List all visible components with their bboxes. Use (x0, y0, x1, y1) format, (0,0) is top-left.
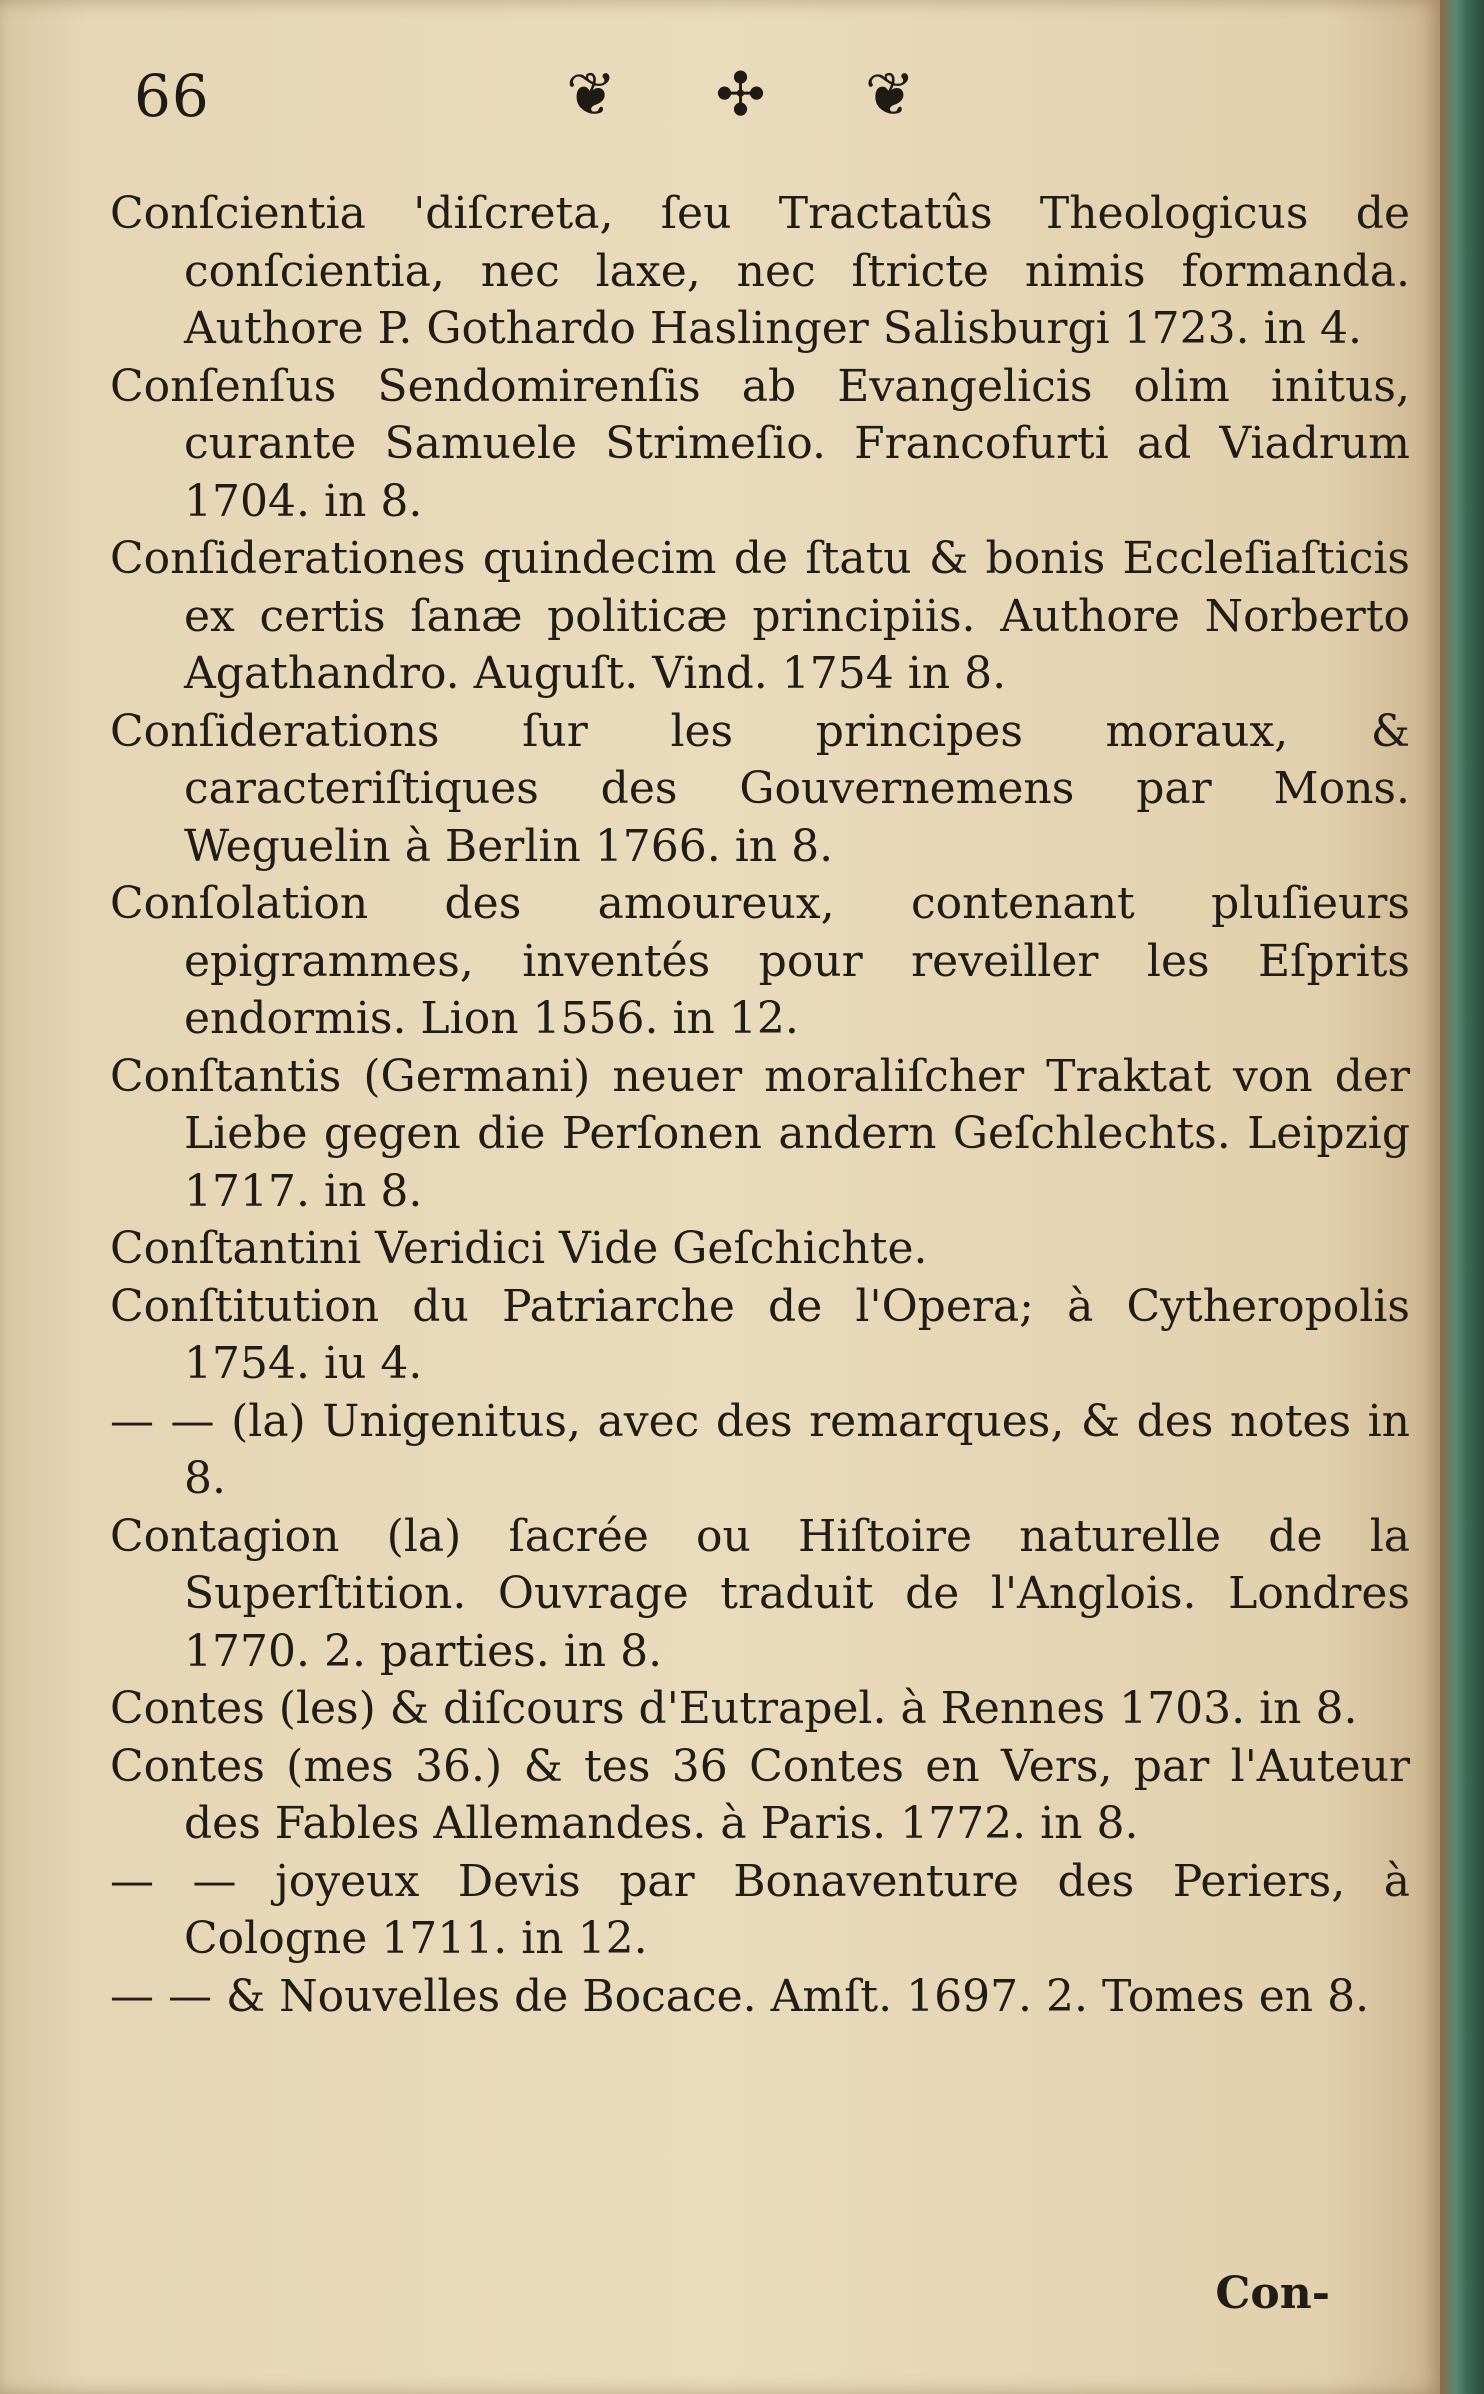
catalog-entry: Conſtantini Veridici Vide Geſchichte. (110, 1223, 928, 1274)
catalog-entry: Contes (les) & diſcours d'Eutrapel. à Rennes 1703. in 8. (110, 1683, 1358, 1734)
page-edge (1440, 0, 1484, 2394)
catalog-entry: Conſiderations ſur les principes moraux, & caracteriſtiques des Gouvernemens par Mons. Weguelin à Berlin 1766. in 8. (110, 705, 1410, 872)
catalog-entry: — — & Nouvelles de Bocace. Amſt. 1697. 2. Tomes en 8. (110, 1970, 1370, 2022)
catalog-entry: — — joyeux Devis par Bonaventure des Periers, à Cologne 1711. in 12. (110, 1855, 1410, 1964)
page-header (0, 52, 1440, 142)
catalog-entry: Conſcientia 'diſcreta, ſeu Tractatûs Theologicus de conſcientia, nec laxe, nec ſtricte nimis formanda. Authore P. Gothardo Haslinger Salisburgi 1723. in 4. (110, 188, 1410, 354)
header-ornament-icon: ❦ ✣ ❦ (566, 60, 955, 130)
catalog-entry: Conſiderationes quindecim de ſtatu & bonis Eccleſiaſticis ex certis ſanæ politicæ principiis. Authore Norberto Agathandro. Auguſt. Vind. 1754 in 8. (110, 533, 1410, 699)
catalog-entry: — — (la) Unigenitus, avec des remarques, & des notes in 8. (110, 1395, 1410, 1504)
catalog-entry: Conſolation des amoureux, contenant pluſieurs epigrammes, inventés pour reveiller les Eſprits endormis. Lion 1556. in 12. (110, 878, 1410, 1044)
catalog-entry: Conſtitution du Patriarche de l'Opera; à Cytheropolis 1754. iu 4. (110, 1280, 1410, 1389)
catalog-entry: Conſenſus Sendomirenſis ab Evangelicis olim initus, curante Samuele Strimeſio. Francofurti ad Viadrum 1704. in 8. (110, 360, 1410, 527)
catchword: Con- (1215, 2268, 1330, 2319)
page-number: 66 (134, 62, 210, 130)
catalog-entry: Conſtantis (Germani) neuer moraliſcher Traktat von der Liebe gegen die Perſonen andern Geſchlechts. Leipzig 1717. in 8. (110, 1050, 1410, 1217)
catalog-entry: Contagion (la) ſacrée ou Hiſtoire naturelle de la Superſtition. Ouvrage traduit de l'Anglois. Londres 1770. 2. parties. in 8. (110, 1510, 1410, 1677)
catalog-entry: Contes (mes 36.) & tes 36 Contes en Vers, par l'Auteur des Fables Allemandes. à Paris. 1772. in 8. (110, 1740, 1410, 1849)
catalog-entries (110, 185, 1410, 2025)
